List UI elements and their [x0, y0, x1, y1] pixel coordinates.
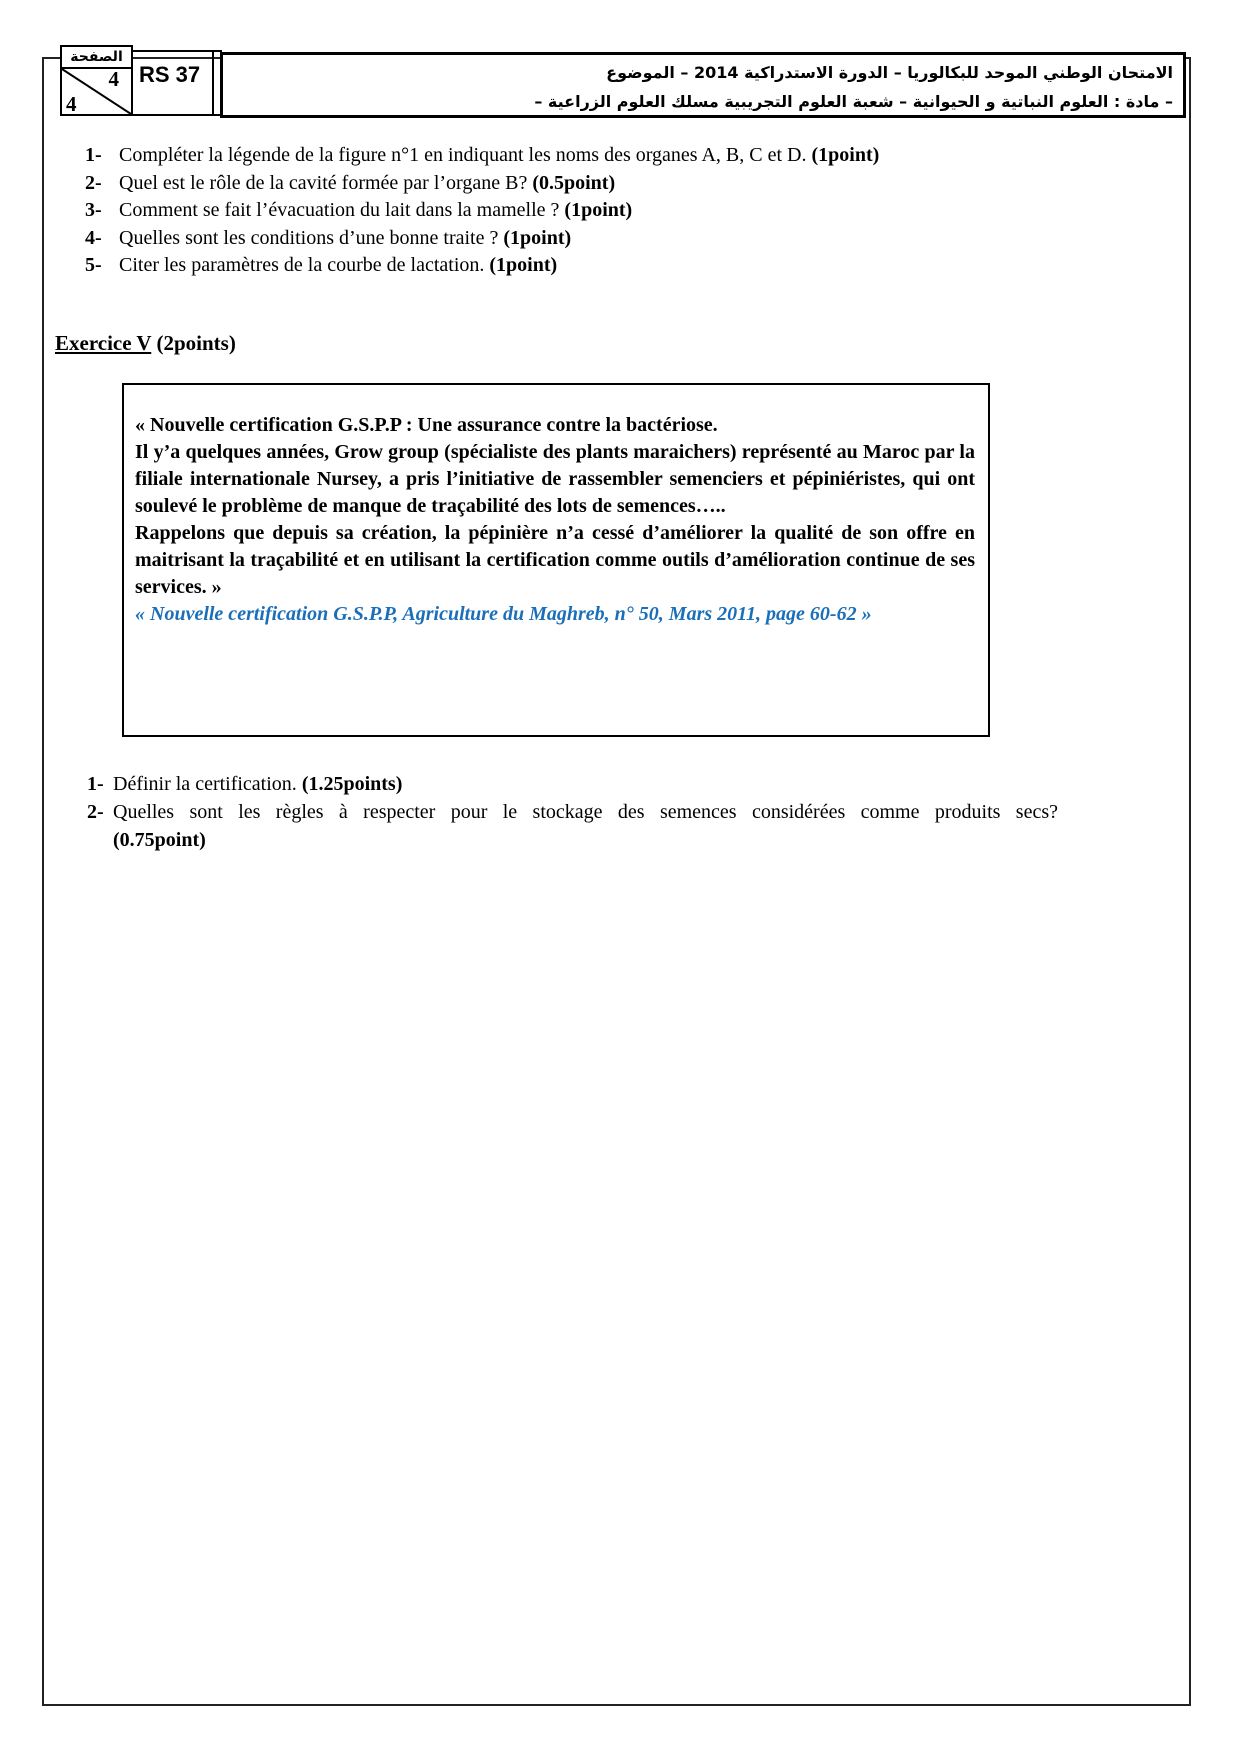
page-label: الصفحة: [62, 47, 131, 69]
question-points: (1point): [489, 254, 558, 276]
quote-paragraph-2: Rappelons que depuis sa création, la pépinière n’a cessé d’améliorer la qualité de son offre en maitrisant la traçabilité et en utilisant la certification comme outils d’amélioration continue de ses services. »: [135, 522, 975, 598]
question-text: Quel est le rôle de la cavité formée par l’organe B?: [119, 171, 528, 194]
question-points: (1point): [503, 226, 572, 249]
question-text: Définir la certification.: [113, 773, 297, 795]
question-points: (0.75point): [113, 829, 206, 851]
quote-headline: « Nouvelle certification G.S.P.P : Une assurance contre la bactériose.: [135, 414, 718, 436]
question-number: 1-: [87, 773, 104, 795]
question-item: [87, 770, 1058, 798]
question-list-bottom: [87, 770, 1058, 854]
question-item: [85, 252, 1065, 280]
question-body: [119, 197, 632, 225]
question-list-top: [85, 142, 1065, 280]
question-points: (1point): [564, 199, 633, 221]
question-item: [85, 142, 1065, 170]
question-body: [113, 770, 402, 798]
question-number: 5-: [85, 254, 102, 276]
rs-cell-bottom-line: [131, 114, 222, 116]
exercise-points: (2points): [156, 331, 236, 355]
exam-code: RS 37: [139, 62, 201, 87]
question-number: 2-: [85, 171, 102, 194]
question-number: 1-: [85, 144, 102, 166]
question-number: 2-: [87, 801, 104, 823]
page-number-box: [60, 45, 133, 116]
page-border: [42, 57, 1191, 1706]
question-item: [85, 170, 1065, 198]
header-title-box: [220, 52, 1186, 118]
question-text: Comment se fait l’évacuation du lait dans la mamelle ?: [119, 199, 560, 221]
question-body: [119, 252, 557, 280]
rs-cell-separator: [212, 50, 214, 116]
exercise-title: Exercice V: [55, 331, 152, 355]
rs-cell-top-line: [131, 50, 222, 52]
question-body: [119, 225, 571, 253]
question-number: 4-: [85, 226, 102, 249]
question-text: Quelles sont les conditions d’une bonne traite ?: [119, 226, 499, 249]
citation: « Nouvelle certification G.S.P.P, Agriculture du Maghreb, n° 50, Mars 2011, page 60-62 »: [135, 603, 872, 625]
page-current: 4: [108, 67, 119, 91]
quote-paragraph-1: Il y’a quelques années, Grow group (spécialiste des plants maraichers) représenté au Maroc par la filiale internationale Nursey, a pris l’initiative de rassembler semenciers et pépiniéristes, qui ont soulevé le problème de manque de traçabilité des lots de semences…..: [135, 441, 975, 517]
exam-subject-title: – مادة : العلوم النباتية و الحيوانية – شعبة العلوم التجريبية مسلك العلوم الزراعية –: [534, 92, 1173, 111]
exam-session-title: الامتحان الوطني الموحد للبكالوريا – الدورة الاستدراكية 2014 – الموضوع: [606, 63, 1173, 82]
exercise-heading: [55, 331, 236, 356]
question-points: (1.25points): [301, 773, 403, 795]
question-text: Citer les paramètres de la courbe de lactation.: [119, 254, 485, 276]
question-item: [85, 225, 1065, 253]
question-points: (1point): [811, 144, 880, 166]
quote-box: [122, 383, 990, 737]
page-number-area: [62, 69, 131, 114]
question-text: Compléter la légende de la figure n°1 en indiquant les noms des organes A, B, C et D.: [119, 144, 807, 166]
question-item: [85, 197, 1065, 225]
page-total: 4: [66, 92, 77, 116]
question-points: (0.5point): [532, 171, 616, 194]
question-body: [119, 142, 879, 170]
question-text: Quelles sont les règles à respecter pour le stockage des semences considérées comme produits secs?: [113, 801, 1058, 823]
question-body: [119, 170, 615, 198]
question-item: [87, 798, 1058, 826]
question-number: 3-: [85, 199, 102, 221]
